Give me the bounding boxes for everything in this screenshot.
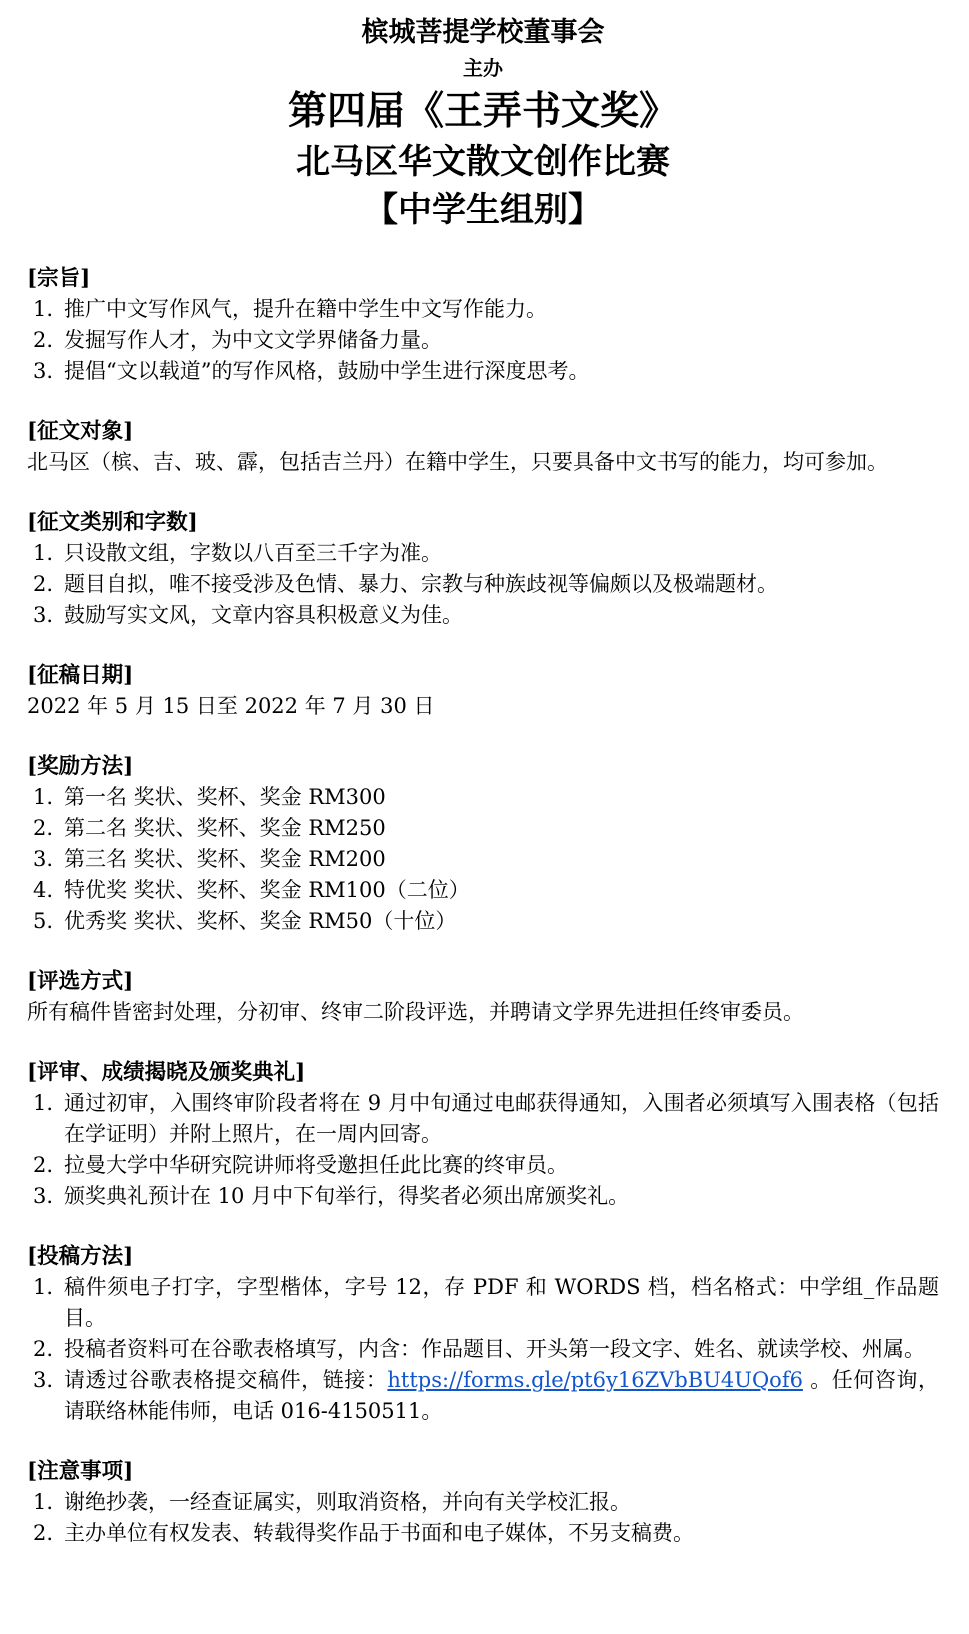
list-item [27,1365,939,1427]
list-item-number: 1. [33,1275,54,1299]
section-purpose [27,263,939,387]
list-item-text: 鼓励写实文风，文章内容具积极意义为佳。 [64,603,463,627]
list-item-text: 第三名 奖状、奖杯、奖金 RM200 [64,847,386,871]
list-item [27,356,939,387]
list-item-number: 2. [33,572,54,596]
list-item-number: 1. [33,785,54,809]
section-deadline [27,660,939,722]
host-label: 主办 [463,56,503,80]
section-prizes [27,751,939,937]
section-eligibility [27,416,939,478]
judging-text: 所有稿件皆密封处理，分初审、终审二阶段评选，并聘请文学界先进担任终审委员。 [27,1000,804,1024]
list-item [27,1518,939,1549]
list-item [27,1334,939,1365]
list-item-text: 通过初审，入围终审阶段者将在 9 月中旬通过电邮获得通知，入围者必须填写入围表格（包括在学证明）并附上照片，在一周内回寄。 [64,1091,939,1146]
section-judging [27,966,939,1028]
list-item-text: 颁奖典礼预计在 10 月中下旬举行，得奖者必须出席颁奖礼。 [64,1184,630,1208]
list-item [27,600,939,631]
google-form-link[interactable]: https://forms.gle/pt6y16ZVbBU4UQof6 [387,1368,803,1392]
list-item [27,1181,939,1212]
section-heading-judging: [评选方式] [27,969,134,994]
section-notes [27,1456,939,1549]
list-item-number: 1. [33,541,54,565]
list-item-number: 3. [33,359,54,383]
list-item-text: 谢绝抄袭，一经查证属实，则取消资格，并向有关学校汇报。 [64,1490,631,1514]
list-item-text: 第一名 奖状、奖杯、奖金 RM300 [64,785,386,809]
list-item-text: 发掘写作人才，为中文文学界储备力量。 [64,328,442,352]
list-item [27,538,939,569]
link-suffix-text: 。任何咨询，请联络林能伟师，电话 016-4150511。 [64,1368,939,1423]
section-category [27,507,939,631]
section-heading-deadline: [征稿日期] [27,663,134,688]
prizes-list [27,782,939,937]
list-item-text: 稿件须电子打字，字型楷体，字号 12，存 PDF 和 WORDS 档，档名格式：中学组_作品题目。 [64,1275,939,1330]
eligibility-text: 北马区（槟、吉、玻、霹，包括吉兰丹）在籍中学生，只要具备中文书写的能力，均可参加。 [27,450,888,474]
list-item [27,569,939,600]
document-body [27,263,939,1549]
document-header [27,14,939,234]
list-item-number: 2. [33,816,54,840]
list-item [27,906,939,937]
list-item-number: 1. [33,1091,54,1115]
list-item-text: 只设散文组，字数以八百至三千字为准。 [64,541,442,565]
section-results [27,1057,939,1212]
section-heading-submission: [投稿方法] [27,1244,134,1269]
section-heading-prizes: [奖励方法] [27,754,134,779]
list-item [27,782,939,813]
notes-list [27,1487,939,1549]
list-item-number: 5. [33,909,54,933]
list-item-text [64,1365,939,1427]
list-item-text: 推广中文写作风气，提升在籍中学生中文写作能力。 [64,297,547,321]
deadline-text: 2022 年 5 月 15 日至 2022 年 7 月 30 日 [27,694,435,718]
category-list [27,538,939,631]
list-item-number: 3. [33,1184,54,1208]
competition-group: 【中学生组别】 [364,190,602,230]
list-item-text: 第二名 奖状、奖杯、奖金 RM250 [64,816,386,840]
results-list [27,1088,939,1212]
list-item-number: 2. [33,1521,54,1545]
list-item-text: 特优奖 奖状、奖杯、奖金 RM100（二位） [64,878,470,902]
list-item-number: 2. [33,1337,54,1361]
purpose-list [27,294,939,387]
list-item [27,875,939,906]
list-item [27,1088,939,1150]
section-heading-eligibility: [征文对象] [27,419,134,444]
list-item-number: 3. [33,1368,54,1392]
list-item-number: 3. [33,603,54,627]
list-item-number: 3. [33,847,54,871]
list-item [27,844,939,875]
list-item [27,1150,939,1181]
section-heading-purpose: [宗旨] [27,266,91,291]
section-heading-notes: [注意事项] [27,1459,134,1484]
list-item-text: 提倡“文以载道”的写作风格，鼓励中学生进行深度思考。 [64,359,590,383]
list-item-text: 拉曼大学中华研究院讲师将受邀担任此比赛的终审员。 [64,1153,568,1177]
list-item-text: 投稿者资料可在谷歌表格填写，内含：作品题目、开头第一段文字、姓名、就读学校、州属。 [64,1337,925,1361]
list-item-number: 1. [33,1490,54,1514]
competition-subtitle: 北马区华文散文创作比赛 [296,142,670,182]
list-item-text: 主办单位有权发表、转载得奖作品于书面和电子媒体，不另支稿费。 [64,1521,694,1545]
list-item [27,1272,939,1334]
list-item-number: 2. [33,328,54,352]
list-item-text: 题目自拟，唯不接受涉及色情、暴力、宗教与种族歧视等偏颇以及极端题材。 [64,572,778,596]
list-item [27,1487,939,1518]
list-item-number: 2. [33,1153,54,1177]
list-item-number: 1. [33,297,54,321]
list-item-text: 优秀奖 奖状、奖杯、奖金 RM50（十位） [64,909,457,933]
section-submission [27,1241,939,1427]
competition-title: 第四届《王弄书文奖》 [287,88,678,134]
link-prefix-text: 请透过谷歌表格提交稿件，链接： [64,1368,388,1392]
organizer-name: 槟城菩提学校董事会 [361,17,605,48]
submission-list [27,1272,939,1427]
list-item [27,294,939,325]
section-heading-results: [评审、成绩揭晓及颁奖典礼] [27,1060,306,1085]
section-heading-category: [征文类别和字数] [27,510,198,535]
list-item [27,325,939,356]
list-item [27,813,939,844]
list-item-number: 4. [33,878,54,902]
